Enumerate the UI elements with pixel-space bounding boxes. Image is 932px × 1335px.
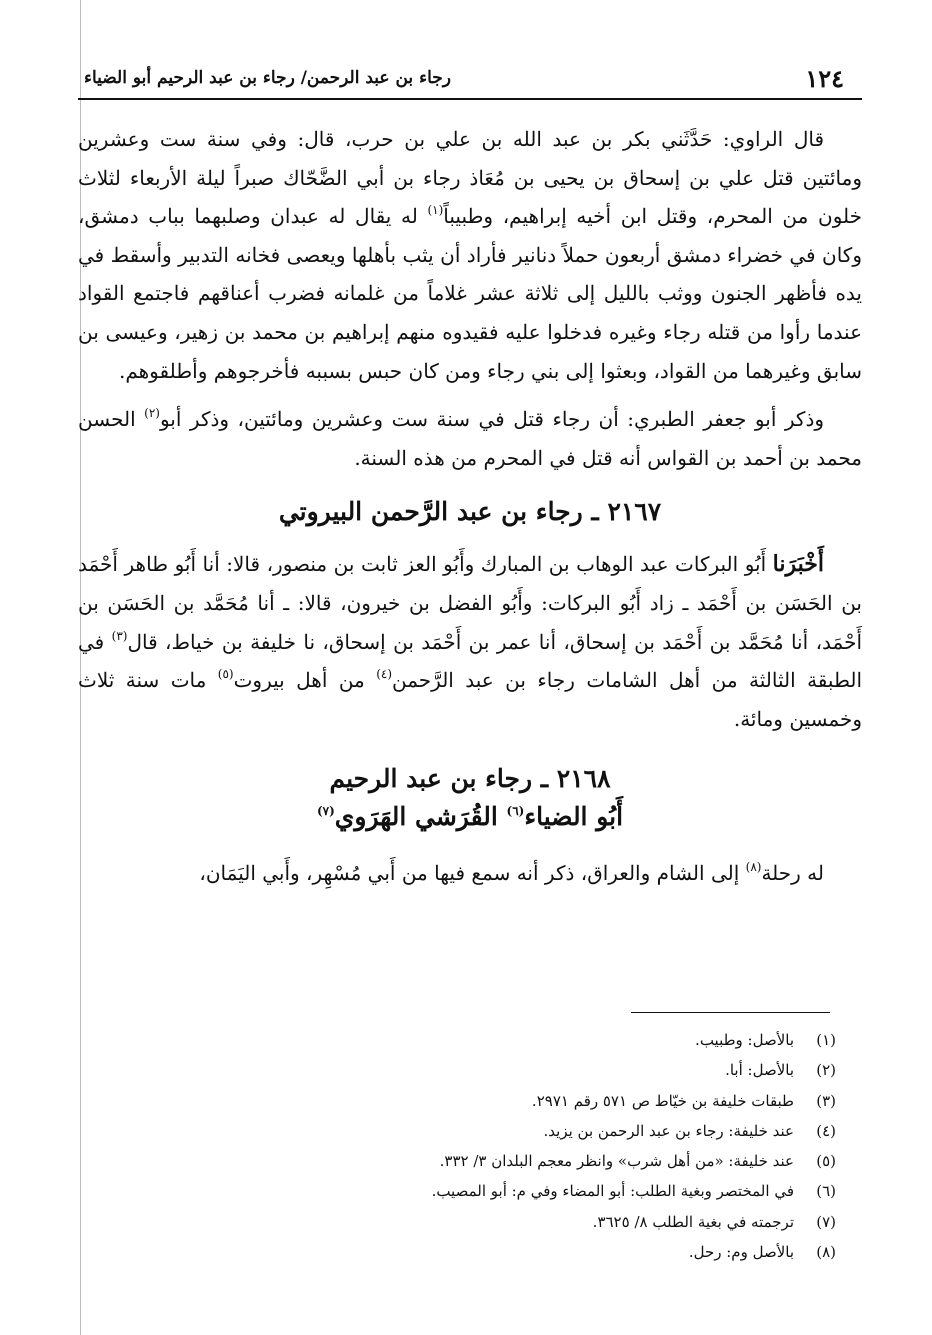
footnote-ref-4: (٤) — [376, 667, 393, 682]
page-header — [78, 62, 862, 96]
footnote-rule — [631, 1012, 830, 1013]
footnote — [78, 1146, 836, 1176]
footnote-number: (١) — [816, 1031, 836, 1049]
footnote-number: (٤) — [816, 1121, 836, 1140]
paragraph-4 — [78, 854, 862, 893]
paragraph-2-text: وذكر أبو جعفر الطبري: أن رجاء قتل في سنة ست وعشرين ومائتين، وذكر أبو — [159, 407, 825, 432]
paragraph-2 — [78, 400, 862, 477]
footnote-ref-8: (٨) — [745, 860, 762, 875]
paragraph-3-text-d: مات سنة ثلاث وخمسين ومائة. — [78, 668, 862, 731]
footnote-number: (٨) — [816, 1243, 836, 1262]
paragraph-4-text-a: له رحلة — [761, 861, 824, 886]
footnote-ref-5: (٥) — [217, 667, 234, 682]
running-head: رجاء بن عبد الرحمن/ رجاء بن عبد الرحيم أبو الضياء — [84, 68, 451, 88]
footnote — [78, 1055, 836, 1085]
paragraph-3-text-a: أَبُو البركات عبد الوهاب بن المبارك وأَبُو العز ثابت بن منصور، قالا: أنا أَبُو طاهر أَحْمَد بن الحَسَن بن أَحْمَد ـ زاد أَبُو البركات: وأَبُو الفضل بن خيرون، قالا: ـ أنا مُحَمَّد بن الحَسَن بن أَحْمَد، أنا مُحَمَّد بن أَحْمَد بن إسحاق، أنا عمر بن أَحْمَد بن إسحاق، نا خليفة بن خياط، قال — [78, 552, 862, 654]
footnote — [78, 1116, 836, 1146]
paragraph-3-lead: أَخْبَرَنا — [772, 551, 824, 578]
footnote-ref-3: (٣) — [111, 628, 128, 643]
page-number: ١٢٤ — [805, 64, 844, 93]
footnote-text: بالأصل: وطبيب. — [695, 1031, 794, 1049]
footnote-number: (٥) — [816, 1152, 836, 1171]
entry-heading-2167: ٢١٦٧ ـ رجاء بن عبد الرَّحمن البيروتي — [278, 497, 662, 527]
paragraph-1-text: قال الراوي: حَدَّثَني بكر بن عبد الله بن علي بن حرب، قال: وفي سنة ست وعشرين ومائتين قتل علي بن إسحاق بن يحيى بن مُعَاذ رجاء بن أبي الضَّحّاك صبراً ليلة الأربعاء لثلاث خلون من المحرم، وقتل ابن أخيه إبراهيم، وطبيباً — [78, 127, 863, 229]
footnote-ref-2: (٢) — [144, 406, 160, 421]
paragraph-1-rest: له يقال له عبدان وصلبهما بباب دمشق، وكان في خضراء دمشق أربعون حملاً دنانير فأراد أن يثب بأهلها ويعصى فخانه التدبير وأسقط في يده فأظهر الجنون ووثب بالليل إلى ثلاثة عشر غلاماً من غلمانه فضرب أعناقهم فاجتمع القواد عندما رأوا من قتله رجاء وغيره فدخلوا عليه فقيدوه منهم إبراهيم بن محمد بن زهير، وعيسى بن سابق وغيرهما من القواد، وبعثوا إلى بني رجاء ومن كان حبس بسببه فأخرجوهم وأطلقوهم. — [78, 204, 862, 383]
footnote-number: (٢) — [816, 1061, 836, 1080]
footnote-ref-1: (١) — [427, 203, 444, 218]
paragraph-1 — [78, 120, 862, 390]
footnote-text: بالأصل وم: رحل. — [688, 1243, 794, 1262]
main-text — [78, 120, 862, 893]
entry-heading-2168-line2b: القُرَشي الهَرَوي — [334, 802, 507, 832]
footnote-number: (٧) — [816, 1212, 836, 1231]
footnote-text: ترجمته في بغية الطلب ٨/ ٣٦٢٥. — [592, 1212, 794, 1231]
footnote-number: (٣) — [816, 1091, 836, 1110]
entry-heading-2168-line2a: أَبُو الضياء — [524, 802, 624, 832]
footnote — [78, 1207, 836, 1237]
footnote-text: في المختصر وبغية الطلب: أبو المضاء وفي م: أبو المصيب. — [431, 1182, 794, 1201]
paragraph-3 — [78, 545, 862, 738]
footnote — [78, 1237, 836, 1267]
footnote — [78, 1086, 836, 1116]
footnote-ref-7: (٧) — [316, 804, 335, 819]
paragraph-3-text-c: من أهل بيروت — [233, 668, 377, 693]
paragraph-2-rest: الحسن محمد بن أحمد بن القواس أنه قتل في المحرم من هذه السنة. — [78, 407, 862, 470]
paragraph-3-text-b: في الطبقة الثالثة من أهل الشامات رجاء بن عبد الرَّحمن — [78, 629, 862, 693]
footnote-text: عند خليفة: رجاء بن عبد الرحمن بن يزيد. — [543, 1121, 794, 1140]
footnote-ref-6: (٦) — [506, 804, 525, 819]
footnote — [78, 1025, 836, 1055]
paragraph-4-text-b: إلى الشام والعراق، ذكر أنه سمع فيها من أَبي مُسْهِر، وأَبي اليَمَان، — [199, 861, 746, 886]
entry-heading-2168 — [78, 760, 862, 836]
footnote — [78, 1176, 836, 1206]
footnote-text: طبقات خليفة بن خيّاط ص ٥٧١ رقم ٢٩٧١. — [531, 1091, 794, 1110]
header-rule — [78, 98, 862, 100]
entry-heading-2168-line1: ٢١٦٨ ـ رجاء بن عبد الرحيم — [329, 764, 611, 794]
footnotes — [78, 1025, 836, 1267]
footnote-text: بالأصل: أبا. — [725, 1061, 794, 1080]
footnote-text: عند خليفة: «من أهل شرب» وانظر معجم البلدان ٣/ ٣٣٢. — [439, 1152, 794, 1171]
footnote-number: (٦) — [816, 1182, 836, 1201]
